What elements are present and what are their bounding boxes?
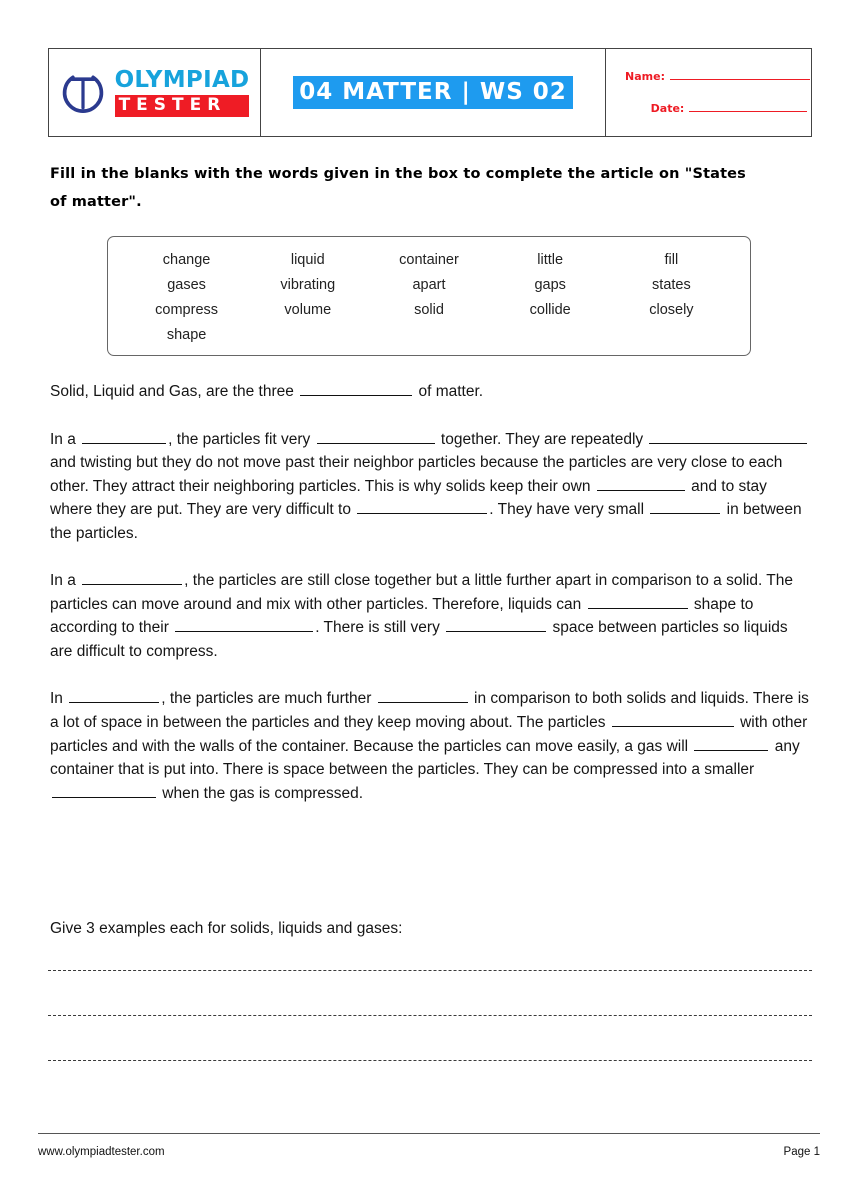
fill-in-blank[interactable]	[82, 570, 182, 586]
fill-in-blank[interactable]	[317, 428, 435, 444]
word-bank-item[interactable]: container	[399, 252, 459, 268]
para-liquid: In a , the particles are still close together but a little further apart in comparison to a solid. The particles can move around and mix with other particles. Therefore, liquids can shape to according to their . There is still very space between particles so liquids are difficult to compress.	[50, 569, 812, 663]
fill-in-blank[interactable]	[69, 688, 159, 704]
examples-question: Give 3 examples each for solids, liquids and gases:	[50, 920, 403, 937]
fill-in-blank[interactable]	[175, 617, 313, 633]
worksheet-title-cell	[261, 49, 606, 136]
date-field-row	[628, 102, 808, 115]
word-bank-box	[107, 236, 751, 356]
fill-in-blank[interactable]	[52, 782, 156, 798]
word-bank-item[interactable]: compress	[155, 302, 219, 318]
word-bank-item[interactable]: liquid	[290, 252, 325, 268]
fill-in-blank[interactable]	[694, 735, 768, 751]
word-bank-empty-cell	[611, 327, 732, 343]
word-bank-item[interactable]: closely	[649, 302, 694, 318]
word-bank-item[interactable]: change	[162, 252, 211, 268]
fill-in-blank[interactable]	[612, 711, 734, 727]
word-bank-empty-cell	[247, 327, 368, 343]
brand-name-secondary: TESTER	[118, 94, 227, 115]
fill-in-blank[interactable]	[378, 688, 468, 704]
fill-in-blank[interactable]	[300, 380, 412, 396]
name-label: Name:	[625, 70, 665, 83]
page-footer	[38, 1146, 820, 1158]
answer-line[interactable]	[48, 1060, 812, 1061]
word-bank-empty-cell	[368, 327, 489, 343]
answer-line[interactable]	[48, 1015, 812, 1016]
instruction-text: Fill in the blanks with the words given in the box to complete the article on "States of matter".	[50, 166, 746, 211]
name-input-line[interactable]	[670, 79, 810, 80]
worksheet-title: 04 MATTER | WS 02	[293, 76, 573, 109]
header-table	[48, 48, 812, 137]
word-bank-item[interactable]: little	[537, 252, 564, 268]
word-bank-item[interactable]: shape	[166, 327, 207, 343]
footer-website[interactable]: www.olympiadtester.com	[38, 1146, 165, 1158]
para-states: Solid, Liquid and Gas, are the three of matter.	[50, 380, 812, 404]
brand-logo	[60, 66, 250, 117]
brand-name-primary: OLYMPIAD	[114, 66, 250, 93]
brand-name-secondary-bar	[115, 95, 250, 117]
word-bank-item[interactable]: fill	[664, 252, 679, 268]
para-gas: In , the particles are much further in comparison to both solids and liquids. There is a lot of space in between the particles and they keep moving about. The particles with other particles and with the walls of the container. Because the particles can move easily, a gas will any container that is put into. There is space between the particles. They can be compressed into a smaller when the gas is compressed.	[50, 687, 812, 805]
answer-line[interactable]	[48, 970, 812, 971]
word-bank-item[interactable]: solid	[414, 302, 444, 318]
word-bank-item[interactable]: gases	[167, 277, 206, 293]
word-bank-empty-cell	[490, 327, 611, 343]
word-bank-item[interactable]: gaps	[534, 277, 566, 293]
name-field-row	[625, 70, 810, 83]
article-body	[50, 380, 812, 805]
fill-in-blank[interactable]	[650, 498, 720, 514]
fill-in-blank[interactable]	[597, 475, 685, 491]
brand-wordmark	[114, 66, 250, 117]
para-solid: In a , the particles fit very together. They are repeatedly and twisting but they do not move past their neighbor particles because the particles are very close to each other. They attract their neighboring particles. This is why solids keep their own and to stay where they are put. They are very difficult to . They have very small in between the particles.	[50, 428, 812, 546]
student-meta-cell	[606, 49, 811, 136]
word-bank-grid	[126, 252, 732, 343]
date-label: Date:	[650, 102, 685, 115]
word-bank-item[interactable]: vibrating	[280, 277, 336, 293]
word-bank-item[interactable]: states	[652, 277, 691, 293]
fill-in-blank[interactable]	[588, 593, 688, 609]
word-bank-item[interactable]: collide	[529, 302, 571, 318]
olympiad-tester-emblem-icon	[60, 70, 106, 116]
date-input-line[interactable]	[689, 111, 807, 112]
fill-in-blank[interactable]	[82, 428, 166, 444]
fill-in-blank[interactable]	[446, 617, 546, 633]
footer-divider	[38, 1133, 820, 1134]
fill-in-blank[interactable]	[357, 498, 487, 514]
fill-in-blank[interactable]	[649, 428, 807, 444]
word-bank-item[interactable]: volume	[284, 302, 332, 318]
footer-page-number: Page 1	[783, 1146, 820, 1158]
logo-cell	[49, 49, 261, 136]
word-bank-item[interactable]: apart	[412, 277, 446, 293]
answer-lines-group	[48, 970, 812, 1061]
